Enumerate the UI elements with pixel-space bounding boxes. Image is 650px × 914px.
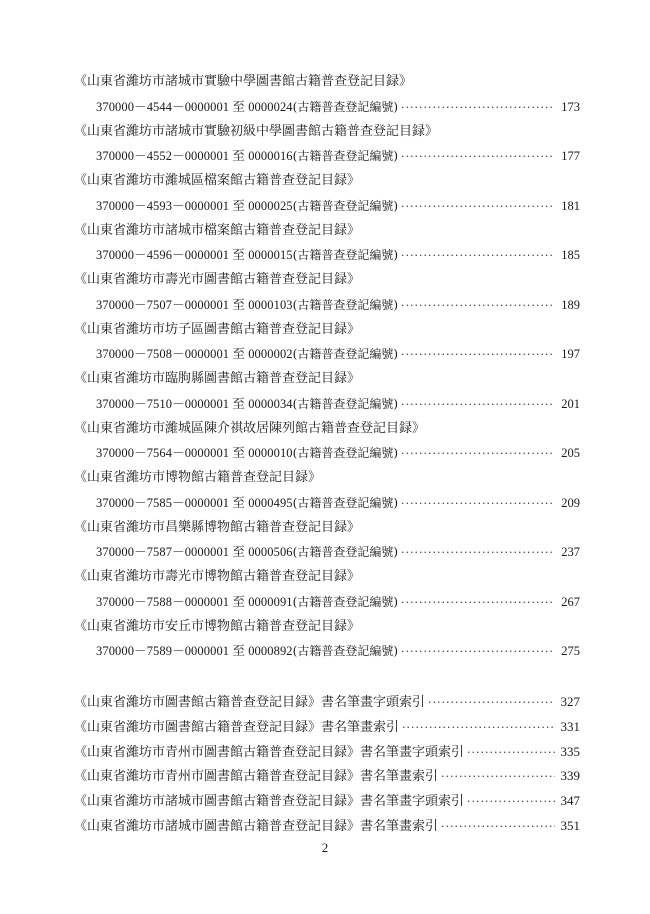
- toc-entry-title: 《山東省濰坊市壽光市圖書館古籍普查登記目録》: [74, 272, 361, 287]
- dot-leader: [401, 593, 555, 613]
- toc-entry-line: [96, 592, 580, 612]
- dot-leader: [401, 246, 555, 266]
- toc-entry-line: [96, 97, 580, 117]
- dot-leader: [467, 792, 555, 812]
- registration-code-range: 370000－4596－0000001 至 0000015: [96, 248, 293, 263]
- registration-code-range: 370000－7587－0000001 至 0000506: [96, 545, 293, 560]
- dot-leader: [441, 767, 555, 787]
- index-entry: [74, 766, 580, 786]
- index-entry: [74, 791, 580, 811]
- registration-code-range: 370000－7510－0000001 至 0000034: [96, 396, 293, 411]
- registration-code-range: 370000－7585－0000001 至 0000495: [96, 495, 293, 510]
- registration-code-range: 370000－7564－0000001 至 0000010: [96, 446, 293, 461]
- toc-page-number: 189: [561, 297, 580, 312]
- toc-entry-title: 《山東省濰坊市安丘市博物館古籍普查登記目録》: [74, 618, 361, 634]
- toc-entry-title: 《山東省濰坊市坊子區圖書館古籍普查登記目録》: [74, 321, 361, 337]
- index-entry-label: 《山東省濰坊市諸城市圖書館古籍普查登記目録》書名筆畫索引: [74, 818, 439, 834]
- toc-entry-title: 《山東省濰坊市諸城市檔案館古籍普查登記目録》: [74, 222, 361, 238]
- dot-leader: [467, 743, 555, 763]
- toc-entry-title: 《山東省濰坊市諸城市實驗中學圖書館古籍普查登記目録》: [74, 74, 413, 89]
- toc-entry-line: [96, 493, 580, 513]
- toc-entry-line: [96, 641, 580, 661]
- toc-entry-title: 《山東省濰坊市臨朐縣圖書館古籍普查登記目録》: [74, 371, 361, 386]
- dot-leader: [428, 693, 555, 713]
- index-entry-label: 《山東省濰坊市青州市圖書館古籍普查登記目録》書名筆畫字頭索引: [74, 744, 465, 760]
- registration-code-note: (古籍普查登記編號): [292, 495, 399, 510]
- registration-code-range: 370000－7507－0000001 至 0000103: [96, 297, 293, 312]
- toc-entry-line: [96, 146, 580, 166]
- toc-entry-line: [96, 295, 580, 315]
- registration-code-note: (古籍普查登記編號): [292, 297, 399, 312]
- index-page-number: 339: [560, 768, 580, 784]
- toc-page-number: 197: [561, 347, 580, 362]
- toc-page-number: 173: [561, 99, 580, 114]
- dot-leader: [401, 197, 555, 217]
- index-entry-label: 《山東省濰坊市圖書館古籍普查登記目録》書名筆畫字頭索引: [74, 695, 426, 710]
- index-entry: [74, 742, 580, 762]
- registration-code-note: (古籍普查登記編號): [292, 446, 399, 461]
- toc-page-number: 237: [561, 545, 580, 560]
- toc-entry-title: 《山東省濰坊市濰城區陳介祺故居陳列館古籍普查登記目録》: [74, 420, 426, 436]
- toc-entry-title: 《山東省濰坊市濰城區檔案館古籍普查登記目録》: [74, 173, 361, 188]
- dot-leader: [401, 642, 555, 662]
- toc-entry-title: 《山東省濰坊市壽光市博物館古籍普查登記目録》: [74, 569, 361, 584]
- toc-page-number: 209: [561, 495, 580, 510]
- toc-page-number: 275: [561, 644, 580, 659]
- index-page-number: 347: [560, 793, 580, 808]
- toc-entry-title: 《山東省濰坊市諸城市實驗初級中學圖書館古籍普查登記目録》: [74, 123, 439, 139]
- dot-leader: [401, 98, 555, 118]
- dot-leader: [401, 494, 555, 514]
- toc-page-number: 267: [561, 594, 580, 609]
- toc-page-number: 177: [561, 149, 580, 164]
- dot-leader: [441, 817, 555, 837]
- dot-leader: [401, 444, 555, 464]
- toc-entry-line: [96, 196, 580, 216]
- index-entry: [74, 816, 580, 836]
- toc-page-number: 205: [561, 446, 580, 461]
- registration-code-range: 370000－4544－0000001 至 0000024: [96, 99, 293, 114]
- dot-leader: [401, 147, 555, 167]
- toc-entry-line: [96, 394, 580, 414]
- index-entry-label: 《山東省濰坊市青州市圖書館古籍普查登記目録》書名筆畫索引: [74, 769, 439, 785]
- toc-entry-line: [96, 542, 580, 562]
- dot-leader: [401, 395, 555, 415]
- registration-code-note: (古籍普查登記編號): [292, 396, 399, 411]
- registration-code-note: (古籍普查登記編號): [292, 149, 399, 164]
- registration-code-note: (古籍普查登記編號): [292, 545, 399, 560]
- index-entry: [74, 692, 580, 712]
- toc-entry-title: 《山東省濰坊市博物館古籍普查登記目録》: [74, 470, 322, 485]
- dot-leader: [401, 543, 555, 563]
- toc-page-number: 185: [561, 248, 580, 263]
- registration-code-range: 370000－4552－0000001 至 0000016: [96, 149, 293, 164]
- registration-code-note: (古籍普查登記編號): [292, 99, 399, 114]
- registration-code-range: 370000－7508－0000001 至 0000002: [96, 347, 293, 362]
- dot-leader: [402, 718, 555, 738]
- toc-entry-line: [96, 245, 580, 265]
- index-entry-label: 《山東省濰坊市諸城市圖書館古籍普查登記目録》書名筆畫字頭索引: [74, 794, 465, 809]
- toc-entry-line: [96, 443, 580, 463]
- registration-code-range: 370000－7589－0000001 至 0000892: [96, 644, 293, 659]
- registration-code-note: (古籍普查登記編號): [292, 198, 399, 213]
- index-entry-label: 《山東省濰坊市圖書館古籍普查登記目録》書名筆畫索引: [74, 719, 400, 735]
- index-page-number: 331: [560, 718, 580, 734]
- dot-leader: [401, 296, 555, 316]
- registration-code-range: 370000－7588－0000001 至 0000091: [96, 594, 293, 609]
- registration-code-note: (古籍普查登記編號): [292, 248, 399, 263]
- index-page-number: 335: [560, 743, 580, 759]
- toc-page-number: 181: [561, 198, 580, 213]
- index-page-number: 327: [560, 694, 580, 709]
- dot-leader: [401, 345, 555, 365]
- index-entry: [74, 717, 580, 737]
- registration-code-note: (古籍普查登記編號): [292, 347, 399, 362]
- page-number: 2: [321, 840, 329, 855]
- registration-code-range: 370000－4593－0000001 至 0000025: [96, 198, 293, 213]
- registration-code-note: (古籍普查登記編號): [292, 594, 399, 609]
- index-page-number: 351: [560, 817, 580, 833]
- toc-entry-title: 《山東省濰坊市昌樂縣博物館古籍普查登記目録》: [74, 519, 361, 535]
- registration-code-note: (古籍普查登記編號): [292, 644, 399, 659]
- toc-page-number: 201: [561, 396, 580, 411]
- toc-entry-line: [96, 344, 580, 364]
